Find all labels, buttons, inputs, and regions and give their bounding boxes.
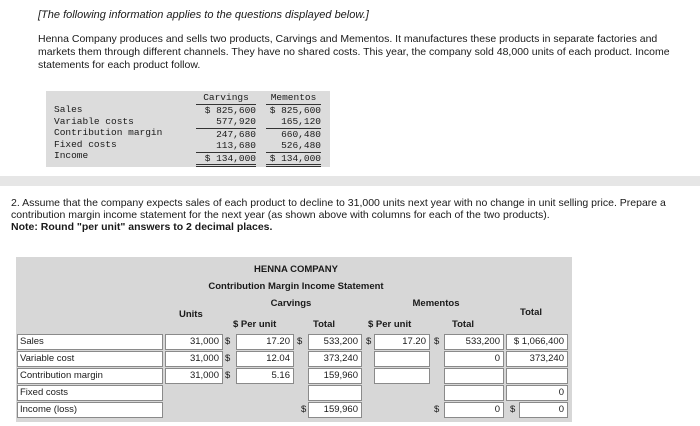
contribution-mementos-per-unit-input[interactable] [374,368,430,384]
units-heading: Units [179,309,203,320]
sales-carvings-per-unit-input[interactable]: 17.20 [236,334,294,350]
mementos-total-heading: Total [452,319,474,330]
row-label-income[interactable]: Income (loss) [17,402,163,418]
row-label-fixed-costs[interactable]: Fixed costs [17,385,163,401]
mementos-column [266,92,321,167]
income-carvings-total-input[interactable]: 159,960 [308,402,362,418]
income-mementos-total-input[interactable]: 0 [444,402,504,418]
carvings-total-heading: Total [313,319,335,330]
total-heading: Total [520,307,542,318]
contribution-grand-total-input[interactable] [506,368,568,384]
contribution-units-input[interactable]: 31,000 [165,368,223,384]
mementos-sales: $ 825,600 [269,104,321,116]
carvings-heading: Carvings [270,298,312,309]
contribution-mementos-total-input[interactable] [444,368,504,384]
is-label-variable: Variable costs [54,115,134,127]
mementos-heading: Mementos [412,298,460,309]
income-mementos-dollar: $ [434,404,440,415]
row-label-variable-cost[interactable]: Variable cost [17,351,163,367]
carvings-column [196,92,256,167]
sales-carvings-dollar: $ [225,336,231,347]
carvings-income: $ 134,000 [196,153,256,168]
income-grand-total-dollar: $ [510,404,516,415]
is-label-fixed: Fixed costs [54,138,117,150]
carvings-fixed: 113,680 [196,140,256,153]
rounding-note: Note: Round "per unit" answers to 2 decimal places. [11,221,273,233]
question-2 [11,197,695,233]
sales-mementos-total-input[interactable]: 533,200 [444,334,504,350]
problem-info-panel [0,0,700,176]
fixed-carvings-total-input[interactable] [308,385,362,401]
is-label-income: Income [54,150,89,161]
fixed-mementos-total-input[interactable] [444,385,504,401]
sales-carvings-total-dollar: $ [297,336,303,347]
statement-title: Contribution Margin Income Statement [208,281,384,292]
sales-mementos-per-unit-input[interactable]: 17.20 [374,334,430,350]
income-carvings-dollar: $ [301,404,307,415]
mementos-header: Mementos [266,92,321,105]
row-label-sales[interactable]: Sales [17,334,163,350]
mementos-per-unit-heading: $ Per unit [368,319,412,330]
variable-units-input[interactable]: 31,000 [165,351,223,367]
income-grand-total-input[interactable]: 0 [519,402,568,418]
section-divider [0,176,700,186]
income-statement-labels [54,104,162,162]
mementos-contribution: 660,480 [281,128,321,140]
mementos-income: $ 134,000 [266,153,321,168]
variable-carvings-per-unit-input[interactable]: 12.04 [236,351,294,367]
sales-mementos-total-dollar: $ [434,336,440,347]
contribution-carvings-per-unit-input[interactable]: 5.16 [236,368,294,384]
problem-intro: Henna Company produces and sells two products, Carvings and Mementos. It manufactures these products in separate factories and markets them through different channels. They have no shared costs. This year, the company sold 48,000 units of each product. Income statements for each product follow. [38,33,670,71]
mementos-fixed: 526,480 [266,140,321,153]
question-text: 2. Assume that the company expects sales of each product to decline to 31,000 units next year with no change in unit selling price. Prepare a contribution margin income statement for the next year (as shown above with columns for each of the two products). [11,197,666,221]
is-label-sales: Sales [54,104,83,115]
carvings-sales: $ 825,600 [204,104,256,116]
variable-mementos-per-unit-input[interactable] [374,351,430,367]
sales-carvings-total-input[interactable]: 533,200 [308,334,362,350]
company-name: HENNA COMPANY [254,264,338,275]
fixed-grand-total-input[interactable]: 0 [506,385,568,401]
cm-income-statement-form [16,257,572,422]
carvings-per-unit-heading: $ Per unit [233,319,277,330]
variable-carvings-total-input[interactable]: 373,240 [308,351,362,367]
product-income-statements [46,91,330,167]
mementos-variable: 165,120 [266,116,321,129]
is-label-contribution: Contribution margin [54,127,163,138]
variable-carvings-dollar: $ [225,353,231,364]
sales-mementos-dollar: $ [366,336,372,347]
variable-grand-total-input[interactable]: 373,240 [506,351,568,367]
carvings-variable: 577,920 [196,116,256,129]
sales-units-input[interactable]: 31,000 [165,334,223,350]
carvings-header: Carvings [196,92,256,105]
contribution-carvings-dollar: $ [225,370,231,381]
carvings-contribution: 247,680 [216,128,256,140]
sales-grand-total-input[interactable]: $ 1,066,400 [506,334,568,350]
info-note: [The following information applies to the questions displayed below.] [38,9,369,21]
contribution-carvings-total-input[interactable]: 159,960 [308,368,362,384]
variable-mementos-total-input[interactable]: 0 [444,351,504,367]
row-label-contribution-margin[interactable]: Contribution margin [17,368,163,384]
